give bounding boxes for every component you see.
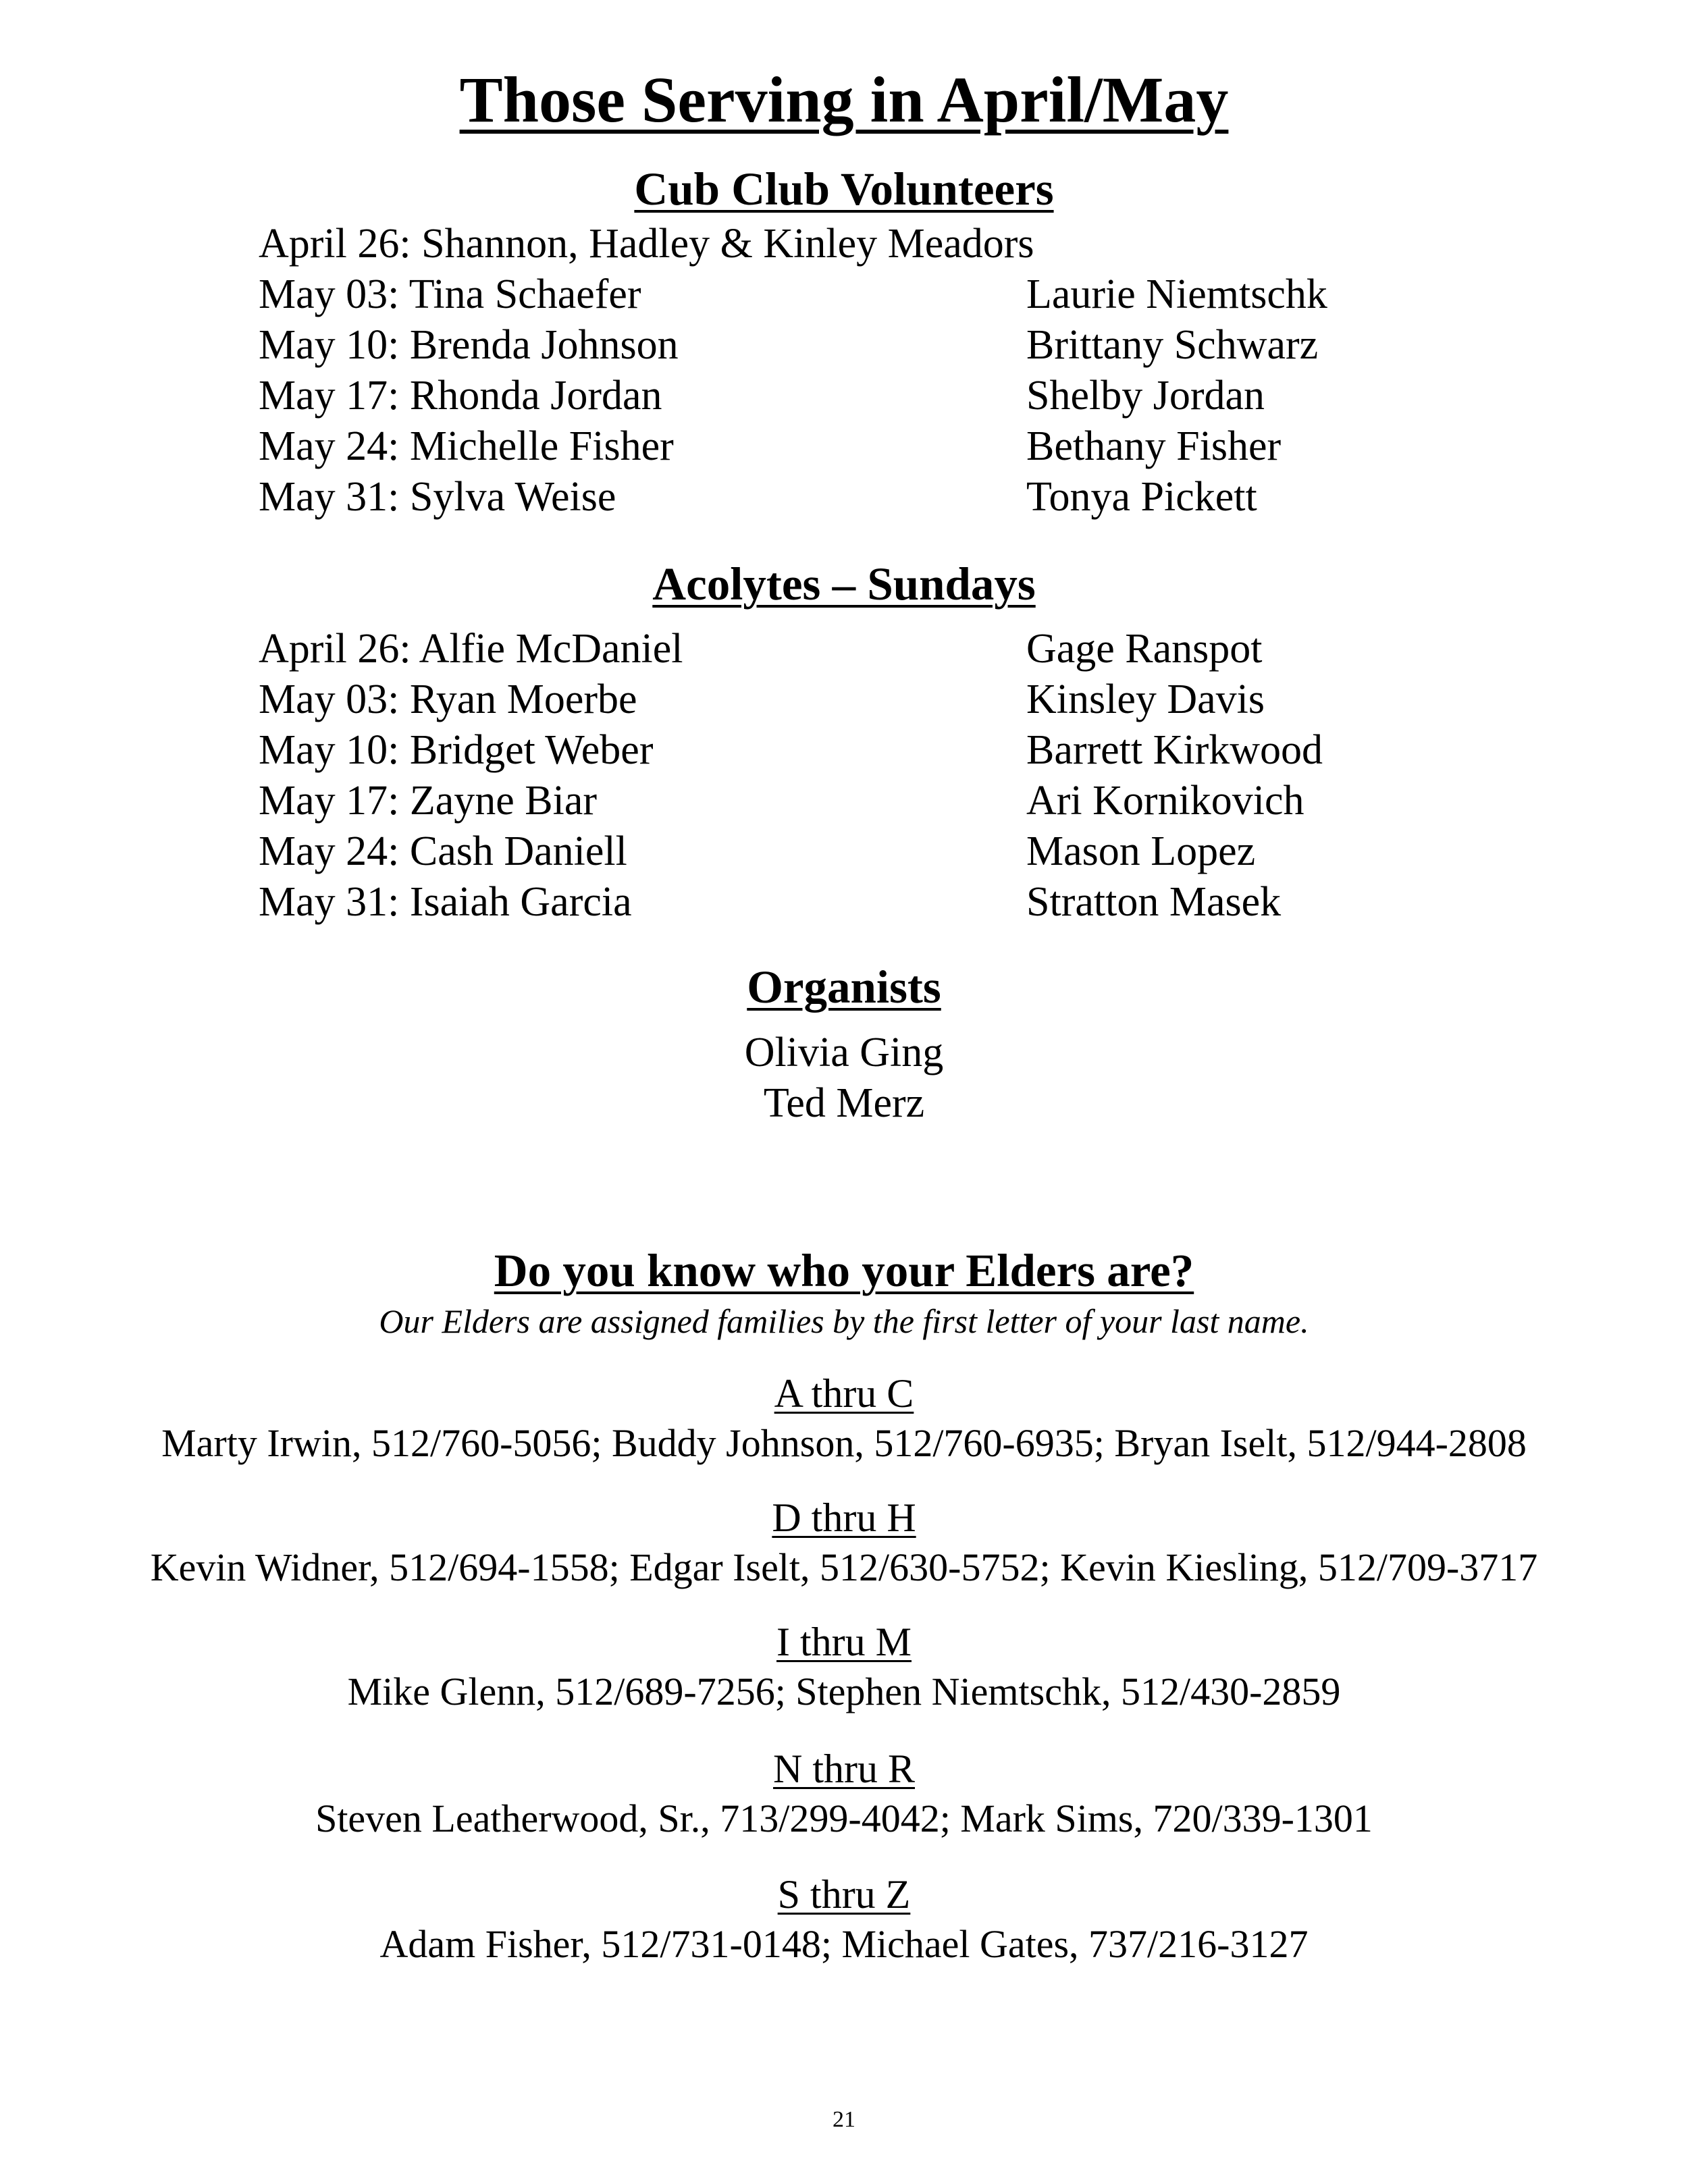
organists-heading: Organists [747, 961, 941, 1013]
elder-group-label: D thru H [772, 1495, 916, 1540]
page-number: 21 [833, 2107, 855, 2132]
acolyte-date-name: May 03: Ryan Moerbe [259, 676, 637, 722]
acolyte-partner: Mason Lopez [1026, 828, 1256, 874]
cub-club-date-name: May 24: Michelle Fisher [259, 423, 674, 469]
elder-group-contacts: Adam Fisher, 512/731-0148; Michael Gates, 737/216-3127 [379, 1922, 1309, 1966]
cub-club-date-name: May 03: Tina Schaefer [259, 271, 641, 317]
cub-club-date-name: April 26: Shannon, Hadley & Kinley Meadors [259, 221, 1034, 267]
elder-group-contacts: Marty Irwin, 512/760-5056; Buddy Johnson, 512/760-6935; Bryan Iselt, 512/944-2808 [161, 1421, 1527, 1465]
elder-group-contacts: Mike Glenn, 512/689-7256; Stephen Niemtschk, 512/430-2859 [347, 1670, 1341, 1713]
cub-club-partner: Brittany Schwarz [1026, 322, 1319, 368]
cub-club-partner: Bethany Fisher [1026, 423, 1282, 469]
acolyte-date-name: May 24: Cash Daniell [259, 828, 627, 874]
elder-group-label: S thru Z [777, 1872, 911, 1917]
acolytes-heading: Acolytes – Sundays [652, 558, 1036, 610]
cub-club-partner: Laurie Niemtschk [1026, 271, 1327, 317]
acolyte-date-name: May 10: Bridget Weber [259, 727, 654, 773]
organist-name: Ted Merz [763, 1080, 925, 1126]
acolyte-date-name: April 26: Alfie McDaniel [259, 626, 683, 672]
acolyte-partner: Gage Ranspot [1026, 626, 1263, 672]
elder-group-contacts: Steven Leatherwood, Sr., 713/299-4042; Mark Sims, 720/339-1301 [315, 1796, 1373, 1840]
acolyte-date-name: May 31: Isaiah Garcia [259, 879, 632, 925]
page-title: Those Serving in April/May [459, 63, 1229, 136]
elder-group-label: A thru C [774, 1371, 914, 1416]
cub-club-date-name: May 31: Sylva Weise [259, 474, 616, 520]
acolyte-partner: Ari Kornikovich [1026, 778, 1304, 824]
acolyte-date-name: May 17: Zayne Biar [259, 778, 598, 824]
elders-heading: Do you know who your Elders are? [494, 1245, 1194, 1296]
elder-group-contacts: Kevin Widner, 512/694-1558; Edgar Iselt, 512/630-5752; Kevin Kiesling, 512/709-3717 [150, 1545, 1538, 1589]
acolyte-partner: Barrett Kirkwood [1026, 727, 1323, 773]
acolyte-partner: Stratton Masek [1026, 879, 1282, 925]
cub-club-partner: Shelby Jordan [1026, 373, 1265, 419]
cub-club-partner: Tonya Pickett [1026, 474, 1257, 520]
cub-club-date-name: May 10: Brenda Johnson [259, 322, 679, 368]
organist-name: Olivia Ging [744, 1030, 944, 1075]
cub-club-heading: Cub Club Volunteers [634, 163, 1054, 215]
elders-subtitle: Our Elders are assigned families by the first letter of your last name. [379, 1302, 1309, 1340]
elder-group-label: I thru M [776, 1620, 912, 1664]
acolyte-partner: Kinsley Davis [1026, 676, 1265, 722]
cub-club-date-name: May 17: Rhonda Jordan [259, 373, 662, 419]
elder-group-label: N thru R [773, 1747, 915, 1791]
